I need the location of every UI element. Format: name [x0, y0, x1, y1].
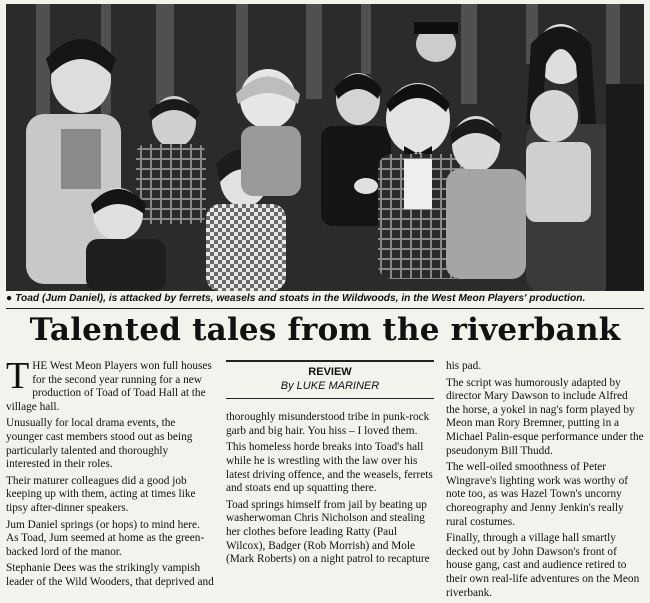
- byline: By LUKE MARINER: [280, 379, 380, 392]
- paragraph: Stephanie Dees was the strikingly vampish leader of the Wild Wooders, that deprived and: [6, 562, 214, 588]
- article-column-3: [446, 360, 644, 603]
- paragraph: [6, 355, 214, 414]
- review-byline-box: [226, 360, 434, 399]
- paragraph: his pad.: [446, 360, 482, 372]
- article-column-2: [226, 360, 434, 570]
- paragraph: The script was humorously adapted by director Mary Dawson to include Alfred the horse, a yokel in nag's form played by Meon man Rory Bremner, putting in a Michael Palin-esque performance under the pseudonym Bill Thudd.: [446, 376, 644, 457]
- article-column-1: [6, 355, 214, 593]
- production-photo: [6, 4, 644, 291]
- paragraph-text: HE West Meon Players won full houses for the second year running for a new production of Toad of Toad Hall at the village hall.: [6, 360, 212, 413]
- caption-bullet: ●: [6, 293, 13, 304]
- paragraph: Toad springs himself from jail by beating up washerwoman Chris Nicholson and stealing her clothes before leading Ratty (Paul Wilcox), Badger (Rob Morrish) and Mole (Mark Roberts) on a night patrol to recapture: [226, 498, 430, 566]
- photo-caption: [6, 293, 646, 304]
- paragraph: Unusually for local drama events, the younger cast members stood out as being particularly talented and thoroughly interested in their roles.: [6, 417, 193, 471]
- paragraph: This homeless horde breaks into Toad's hall while he is wrestling with the law over his latest driving offence, and the weasels, ferrets and stoats end up squatting there.: [226, 441, 433, 495]
- paragraph: Their maturer colleagues did a good job keeping up with them, acting at times like tipsy after-dinner speakers.: [6, 474, 196, 514]
- paragraph: The well-oiled smoothness of Peter Wingrave's lighting work was worthy of note too, as was Hazel Town's uncorny choreography and Jenny Jenkin's really rural costumes.: [446, 461, 628, 528]
- headline-rule: [6, 308, 644, 309]
- paragraph: Jum Daniel springs (or hops) to mind here. As Toad, Jum seemed at home as the green-backed lord of the manor.: [6, 518, 205, 558]
- paragraph: Finally, through a village hall smartly decked out by John Dawson's front of house gang, cast and audience retired to their own real-life adventures on the Meon riverbank.: [446, 532, 640, 599]
- page-title: Talented tales from the riverbank: [29, 312, 621, 348]
- paragraph: thoroughly misunderstood tribe in punk-rock garb and big hair. You hiss – I loved them.: [226, 411, 430, 437]
- drop-cap: T: [6, 355, 30, 397]
- review-label: REVIEW: [308, 366, 352, 378]
- caption-text: Toad (Jum Daniel), is attacked by ferrets, weasels and stoats in the Wildwoods, in the West Meon Players' production.: [15, 293, 586, 304]
